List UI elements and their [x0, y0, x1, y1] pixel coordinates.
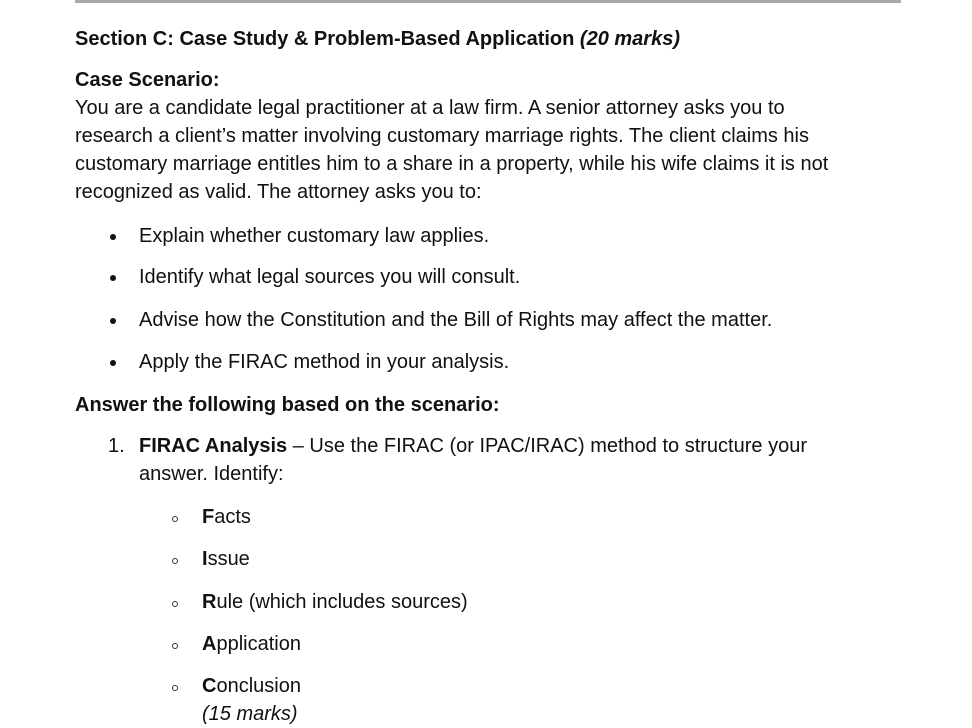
scenario-line: research a client’s matter involving customary marriage rights. The client claims his — [75, 125, 809, 147]
bullet-icon — [110, 275, 116, 281]
firac-item: Issue — [202, 548, 250, 570]
questions-heading: Answer the following based on the scenario: — [75, 394, 500, 416]
circle-bullet-icon — [172, 601, 178, 607]
question-marks: (15 marks) — [202, 703, 298, 725]
section-marks: (20 marks) — [579, 28, 680, 50]
question-title: FIRAC Analysis — [139, 435, 288, 457]
bullet-item: Identify what legal sources you will consult. — [139, 266, 521, 288]
case-scenario-heading: Case Scenario: — [75, 69, 220, 91]
bullet-item: Advise how the Constitution and the Bill of Rights may affect the matter. — [139, 309, 773, 331]
section-title: Section C: Case Study & Problem-Based Application (20 marks) — [75, 28, 680, 50]
question-line: FIRAC Analysis – Use the FIRAC (or IPAC/IRAC) method to structure your — [139, 435, 807, 457]
circle-bullet-icon — [172, 643, 178, 649]
bullet-item: Apply the FIRAC method in your analysis. — [139, 351, 510, 373]
firac-item: Conclusion — [202, 675, 301, 697]
circle-bullet-icon — [172, 558, 178, 564]
question-number: 1. — [108, 435, 125, 457]
bullet-icon — [110, 318, 116, 324]
scenario-line: customary marriage entitles him to a share in a property, while his wife claims it is not — [75, 153, 829, 175]
firac-item: Rule (which includes sources) — [202, 591, 468, 613]
top-divider — [75, 0, 901, 3]
firac-item: Application — [202, 633, 301, 655]
circle-bullet-icon — [172, 516, 178, 522]
scenario-line: You are a candidate legal practitioner at a law firm. A senior attorney asks you to — [75, 97, 785, 119]
circle-bullet-icon — [172, 685, 178, 691]
firac-item: Facts — [202, 506, 251, 528]
bullet-icon — [110, 234, 116, 240]
scenario-line: recognized as valid. The attorney asks you to: — [75, 181, 482, 203]
question-line: answer. Identify: — [139, 463, 284, 485]
bullet-item: Explain whether customary law applies. — [139, 225, 490, 247]
bullet-icon — [110, 360, 116, 366]
